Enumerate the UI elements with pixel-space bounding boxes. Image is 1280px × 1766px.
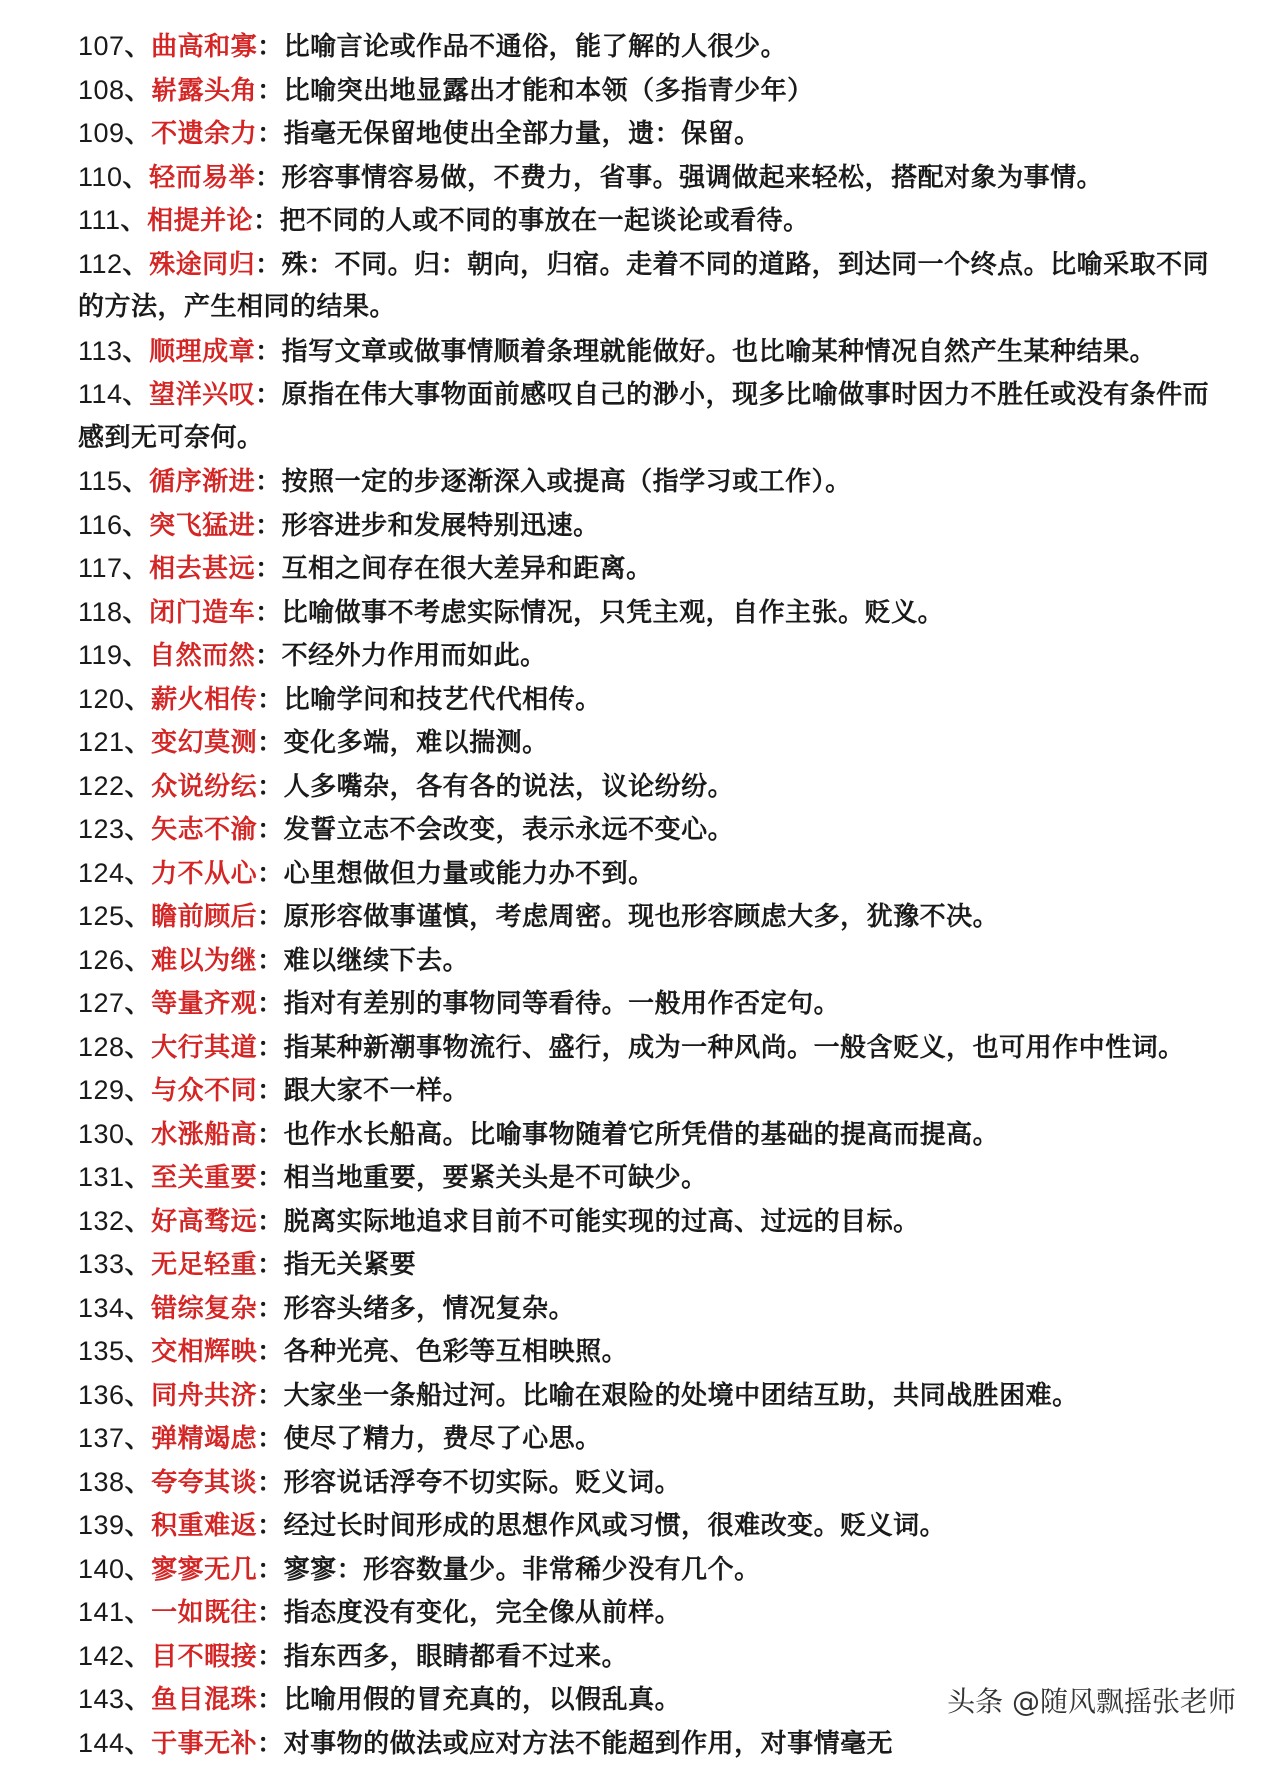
idiom-entry xyxy=(78,1635,1258,1679)
entry-number: 123 xyxy=(78,814,125,844)
idiom-term: 顺理成章 xyxy=(149,336,256,367)
idiom-definition: 指无关紧要 xyxy=(283,1250,417,1280)
idiom-entry-continuation xyxy=(78,286,1258,330)
idiom-entry xyxy=(78,1200,1258,1244)
idiom-term: 曲高和寡 xyxy=(151,32,258,62)
idiom-definition: 比喻学问和技艺代代相传。 xyxy=(283,684,602,715)
idiom-entry xyxy=(78,591,1258,635)
idiom-entry xyxy=(78,895,1258,939)
idiom-entry xyxy=(78,243,1258,287)
idiom-entry xyxy=(78,808,1258,852)
idiom-definition: 形容说话浮夸不切实际。贬义词。 xyxy=(283,1467,682,1498)
idiom-term: 于事无补 xyxy=(151,1728,258,1759)
entry-number: 139 xyxy=(78,1510,125,1540)
entry-number: 109 xyxy=(78,118,125,148)
idiom-definition: 经过长时间形成的思想作风或习惯，很难改变。贬义词。 xyxy=(283,1511,947,1541)
idiom-definition: 指东西多，眼睛都看不过来。 xyxy=(283,1641,629,1672)
enum-separator: 、 xyxy=(122,249,150,280)
colon: ： xyxy=(257,945,284,976)
idiom-term: 错综复杂 xyxy=(151,1293,258,1324)
enum-separator: 、 xyxy=(124,1641,152,1672)
colon: ： xyxy=(257,1250,284,1280)
idiom-term: 弹精竭虑 xyxy=(151,1424,258,1454)
idiom-term: 力不从心 xyxy=(151,858,258,889)
idiom-term: 矢志不渝 xyxy=(151,815,258,845)
idiom-term: 交相辉映 xyxy=(151,1337,258,1367)
entry-number: 115 xyxy=(78,466,123,496)
enum-separator: 、 xyxy=(124,1685,152,1715)
idiom-entry xyxy=(78,852,1258,896)
colon: ： xyxy=(257,815,284,845)
idiom-definition: 难以继续下去。 xyxy=(283,945,470,976)
enum-separator: 、 xyxy=(124,945,152,976)
idiom-entry xyxy=(78,721,1258,765)
enum-separator: 、 xyxy=(124,1337,152,1367)
idiom-entry-continuation xyxy=(78,417,1258,461)
entry-number: 137 xyxy=(78,1423,125,1453)
colon: ： xyxy=(257,1119,284,1150)
entry-number: 130 xyxy=(78,1118,125,1149)
idiom-entry xyxy=(78,1156,1258,1200)
entry-number: 114 xyxy=(78,379,123,409)
idiom-term: 相去甚远 xyxy=(149,554,256,584)
enum-separator: 、 xyxy=(124,815,152,845)
idiom-definition: 对事物的做法或应对方法不能超到作用，对事情毫无 xyxy=(283,1728,894,1759)
idiom-definition: 不经外力作用而如此。 xyxy=(281,641,547,671)
idiom-term: 变幻莫测 xyxy=(151,728,258,758)
idiom-entry xyxy=(78,199,1258,243)
idiom-entry xyxy=(78,69,1258,113)
colon: ： xyxy=(257,1163,284,1193)
entry-number: 135 xyxy=(78,1336,125,1366)
idiom-entry xyxy=(78,1069,1258,1113)
idiom-term: 一如既往 xyxy=(151,1598,258,1628)
colon: ： xyxy=(255,336,282,367)
entry-number: 134 xyxy=(78,1292,125,1323)
idiom-entry xyxy=(78,1243,1258,1287)
enum-separator: 、 xyxy=(124,1554,152,1585)
colon: ： xyxy=(257,1206,284,1237)
enum-separator: 、 xyxy=(124,75,152,106)
entry-number: 116 xyxy=(78,509,123,540)
colon: ： xyxy=(257,32,284,62)
idiom-entry xyxy=(78,1504,1258,1548)
enum-separator: 、 xyxy=(124,1728,152,1759)
entry-number: 138 xyxy=(78,1466,125,1497)
idiom-term: 夸夸其谈 xyxy=(151,1467,258,1498)
idiom-term: 难以为继 xyxy=(151,945,258,976)
entry-number: 144 xyxy=(78,1727,125,1758)
entry-number: 111 xyxy=(78,205,121,235)
colon: ： xyxy=(253,206,280,236)
idiom-definition: 原形容做事谨慎，考虑周密。现也形容顾虑大多，犹豫不决。 xyxy=(283,902,1000,932)
idiom-entry xyxy=(78,504,1258,548)
entry-number: 126 xyxy=(78,944,125,975)
enum-separator: 、 xyxy=(124,684,152,715)
enum-separator: 、 xyxy=(122,641,150,671)
idiom-definition-continued: 感到无可奈何。 xyxy=(78,422,264,453)
entry-number: 129 xyxy=(78,1075,125,1105)
entry-number: 120 xyxy=(78,683,125,714)
idiom-definition-continued: 的方法，产生相同的结果。 xyxy=(78,292,397,322)
idiom-definition: 使尽了精力，费尽了心思。 xyxy=(283,1424,602,1454)
idiom-term: 众说纷纭 xyxy=(151,771,258,802)
idiom-definition: 指某种新潮事物流行、盛行，成为一种风尚。一般含贬义，也可用作中性词。 xyxy=(283,1032,1185,1063)
idiom-definition: 人多嘴杂，各有各的说法，议论纷纷。 xyxy=(283,771,735,802)
colon: ： xyxy=(255,249,282,280)
idiom-term: 与众不同 xyxy=(151,1076,258,1106)
idiom-definition: 把不同的人或不同的事放在一起谈论或看待。 xyxy=(279,206,810,236)
idiom-term: 循序渐进 xyxy=(149,467,256,497)
idiom-definition: 比喻言论或作品不通俗，能了解的人很少。 xyxy=(283,32,788,62)
colon: ： xyxy=(255,510,282,541)
colon: ： xyxy=(257,902,284,932)
idiom-entry xyxy=(78,330,1258,374)
idiom-term: 瞻前顾后 xyxy=(151,902,258,932)
entry-number: 107 xyxy=(78,31,125,61)
idiom-entry xyxy=(78,1591,1258,1635)
watermark: 头条 @随风飘摇张老师 xyxy=(943,1680,1240,1723)
colon: ： xyxy=(257,1076,284,1106)
enum-separator: 、 xyxy=(124,1032,152,1063)
idiom-term: 殊途同归 xyxy=(149,249,256,280)
colon: ： xyxy=(257,1685,284,1715)
idiom-definition: 比喻用假的冒充真的，以假乱真。 xyxy=(283,1685,682,1715)
entry-number: 142 xyxy=(78,1640,125,1671)
idiom-definition: 形容进步和发展特别迅速。 xyxy=(281,510,600,541)
idiom-entry xyxy=(78,1113,1258,1157)
idiom-entry xyxy=(78,1548,1258,1592)
idiom-entry xyxy=(78,939,1258,983)
idiom-definition: 寥寥：形容数量少。非常稀少没有几个。 xyxy=(283,1554,761,1585)
enum-separator: 、 xyxy=(124,1424,152,1454)
idiom-definition: 指态度没有变化，完全像从前样。 xyxy=(283,1598,682,1628)
idiom-term: 崭露头角 xyxy=(151,75,258,106)
idiom-entry xyxy=(78,1374,1258,1418)
idiom-definition: 各种光亮、色彩等互相映照。 xyxy=(283,1337,629,1367)
idiom-definition: 比喻突出地显露出才能和本领（多指青少年） xyxy=(283,75,814,106)
enum-separator: 、 xyxy=(122,467,150,497)
colon: ： xyxy=(257,771,284,802)
idiom-definition: 也作水长船高。比喻事物随着它所凭借的基础的提高而提高。 xyxy=(283,1119,1000,1150)
entry-number: 117 xyxy=(78,553,123,583)
enum-separator: 、 xyxy=(124,32,152,62)
colon: ： xyxy=(257,728,284,758)
idiom-term: 无足轻重 xyxy=(151,1250,258,1280)
entry-number: 122 xyxy=(78,770,125,801)
colon: ： xyxy=(257,1337,284,1367)
colon: ： xyxy=(257,1511,284,1541)
idiom-entry xyxy=(78,634,1258,678)
entry-number: 119 xyxy=(78,640,123,670)
entry-number: 131 xyxy=(78,1162,125,1192)
enum-separator: 、 xyxy=(124,902,152,932)
entry-number: 133 xyxy=(78,1249,125,1279)
idiom-definition: 变化多端，难以揣测。 xyxy=(283,728,549,758)
idiom-entry xyxy=(78,982,1258,1026)
idiom-definition: 按照一定的步逐渐深入或提高（指学习或工作）。 xyxy=(281,467,852,497)
enum-separator: 、 xyxy=(122,162,150,193)
enum-separator: 、 xyxy=(122,554,150,584)
idiom-term: 自然而然 xyxy=(149,641,256,671)
enum-separator: 、 xyxy=(124,771,152,802)
idiom-list xyxy=(78,25,1258,1765)
entry-number: 128 xyxy=(78,1031,125,1062)
enum-separator: 、 xyxy=(124,1511,152,1541)
idiom-term: 相提并论 xyxy=(147,206,254,236)
enum-separator: 、 xyxy=(124,1380,152,1411)
idiom-term: 水涨船高 xyxy=(151,1119,258,1150)
enum-separator: 、 xyxy=(122,510,150,541)
idiom-entry xyxy=(78,460,1258,504)
idiom-term: 不遗余力 xyxy=(151,119,258,149)
colon: ： xyxy=(255,467,282,497)
entry-number: 125 xyxy=(78,901,125,931)
idiom-term: 大行其道 xyxy=(151,1032,258,1063)
colon: ： xyxy=(257,119,284,149)
colon: ： xyxy=(255,641,282,671)
colon: ： xyxy=(255,380,282,410)
idiom-term: 至关重要 xyxy=(151,1163,258,1193)
idiom-entry xyxy=(78,1722,1258,1766)
idiom-entry xyxy=(78,373,1258,417)
idiom-term: 等量齐观 xyxy=(151,989,258,1019)
idiom-term: 突飞猛进 xyxy=(149,510,256,541)
enum-separator: 、 xyxy=(124,119,152,149)
colon: ： xyxy=(257,858,284,889)
colon: ： xyxy=(257,1467,284,1498)
idiom-entry xyxy=(78,1417,1258,1461)
entry-number: 127 xyxy=(78,988,125,1018)
idiom-definition: 原指在伟大事物面前感叹自己的渺小，现多比喻做事时因力不胜任或没有条件而 xyxy=(281,380,1210,410)
colon: ： xyxy=(255,162,282,193)
idiom-term: 闭门造车 xyxy=(149,597,256,628)
enum-separator: 、 xyxy=(124,1206,152,1237)
entry-number: 118 xyxy=(78,596,123,627)
enum-separator: 、 xyxy=(124,989,152,1019)
enum-separator: 、 xyxy=(124,1293,152,1324)
idiom-entry xyxy=(78,1461,1258,1505)
idiom-definition: 互相之间存在很大差异和距离。 xyxy=(281,554,653,584)
idiom-entry xyxy=(78,25,1258,69)
idiom-definition: 大家坐一条船过河。比喻在艰险的处境中团结互助，共同战胜困难。 xyxy=(283,1380,1079,1411)
idiom-definition: 指写文章或做事情顺着条理就能做好。也比喻某种情况自然产生某种结果。 xyxy=(281,336,1157,367)
colon: ： xyxy=(257,1598,284,1628)
entry-number: 136 xyxy=(78,1379,125,1410)
entry-number: 140 xyxy=(78,1553,125,1584)
idiom-definition: 比喻做事不考虑实际情况，只凭主观，自作主张。贬义。 xyxy=(281,597,945,628)
idiom-definition: 心里想做但力量或能力办不到。 xyxy=(283,858,655,889)
entry-number: 112 xyxy=(78,248,123,279)
enum-separator: 、 xyxy=(122,336,150,367)
idiom-entry xyxy=(78,156,1258,200)
idiom-definition: 形容事情容易做，不费力，省事。强调做起来轻松，搭配对象为事情。 xyxy=(281,162,1104,193)
idiom-definition: 指对有差别的事物同等看待。一般用作否定句。 xyxy=(283,989,841,1019)
colon: ： xyxy=(257,1728,284,1759)
enum-separator: 、 xyxy=(122,597,150,628)
idiom-definition: 指毫无保留地使出全部力量，遗：保留。 xyxy=(283,119,761,149)
idiom-term: 好高骛远 xyxy=(151,1206,258,1237)
idiom-term: 积重难返 xyxy=(151,1511,258,1541)
entry-number: 143 xyxy=(78,1684,125,1714)
enum-separator: 、 xyxy=(124,1076,152,1106)
entry-number: 121 xyxy=(78,727,125,757)
idiom-definition: 跟大家不一样。 xyxy=(283,1076,470,1106)
enum-separator: 、 xyxy=(124,858,152,889)
enum-separator: 、 xyxy=(120,206,148,236)
idiom-definition: 殊：不同。归：朝向，归宿。走着不同的道路，到达同一个终点。比喻采取不同 xyxy=(281,249,1210,280)
idiom-definition: 相当地重要，要紧关头是不可缺少。 xyxy=(283,1163,708,1193)
entry-number: 124 xyxy=(78,857,125,888)
idiom-term: 轻而易举 xyxy=(149,162,256,193)
enum-separator: 、 xyxy=(124,1119,152,1150)
entry-number: 113 xyxy=(78,335,123,366)
idiom-entry xyxy=(78,678,1258,722)
idiom-definition: 发誓立志不会改变，表示永远不变心。 xyxy=(283,815,735,845)
colon: ： xyxy=(257,1380,284,1411)
idiom-term: 同舟共济 xyxy=(151,1380,258,1411)
colon: ： xyxy=(257,1293,284,1324)
idiom-definition: 形容头绪多，情况复杂。 xyxy=(283,1293,576,1324)
entry-number: 110 xyxy=(78,161,123,192)
idiom-entry xyxy=(78,1026,1258,1070)
idiom-entry xyxy=(78,765,1258,809)
colon: ： xyxy=(255,554,282,584)
entry-number: 108 xyxy=(78,74,125,105)
enum-separator: 、 xyxy=(124,728,152,758)
idiom-term: 寥寥无几 xyxy=(151,1554,258,1585)
idiom-entry xyxy=(78,112,1258,156)
entry-number: 132 xyxy=(78,1205,125,1236)
enum-separator: 、 xyxy=(124,1163,152,1193)
colon: ： xyxy=(255,597,282,628)
idiom-entry xyxy=(78,547,1258,591)
colon: ： xyxy=(257,1554,284,1585)
enum-separator: 、 xyxy=(124,1598,152,1628)
enum-separator: 、 xyxy=(122,380,150,410)
idiom-term: 薪火相传 xyxy=(151,684,258,715)
entry-number: 141 xyxy=(78,1597,125,1627)
idiom-term: 望洋兴叹 xyxy=(149,380,256,410)
colon: ： xyxy=(257,1641,284,1672)
colon: ： xyxy=(257,1032,284,1063)
colon: ： xyxy=(257,989,284,1019)
idiom-entry xyxy=(78,1287,1258,1331)
idiom-entry xyxy=(78,1330,1258,1374)
idiom-term: 鱼目混珠 xyxy=(151,1685,258,1715)
enum-separator: 、 xyxy=(124,1250,152,1280)
idiom-definition: 脱离实际地追求目前不可能实现的过高、过远的目标。 xyxy=(283,1206,920,1237)
colon: ： xyxy=(257,684,284,715)
enum-separator: 、 xyxy=(124,1467,152,1498)
colon: ： xyxy=(257,75,284,106)
idiom-term: 目不暇接 xyxy=(151,1641,258,1672)
colon: ： xyxy=(257,1424,284,1454)
